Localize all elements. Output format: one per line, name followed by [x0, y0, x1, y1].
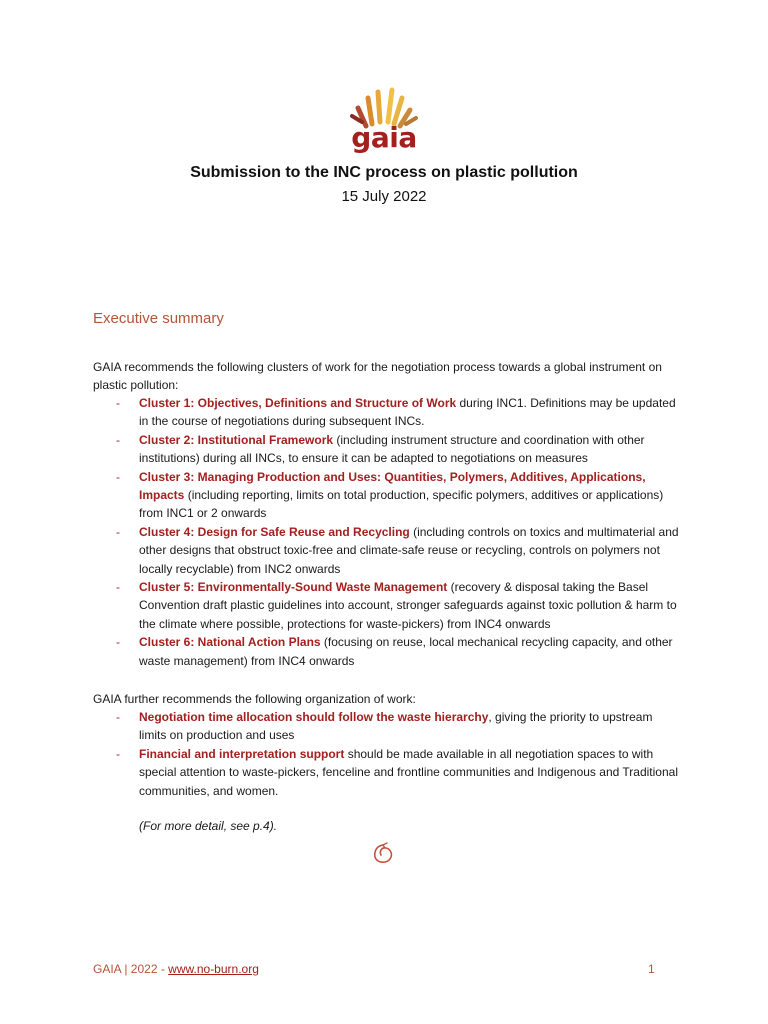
list-dash: - — [116, 469, 120, 484]
document-date: 15 July 2022 — [341, 188, 427, 205]
list-item — [93, 708, 683, 745]
cluster-title: Cluster 3: Managing Production and Uses: Quantities, Polymers, Additives, Applications, Impacts — [139, 469, 646, 503]
list-item — [93, 523, 683, 578]
cluster-title: Cluster 1: Objectives, Definitions and Structure of Work — [139, 396, 457, 410]
list-item — [93, 578, 683, 633]
list-item — [93, 633, 683, 670]
cluster-detail: (including instrument structure and coordination with other institutions) during all INCs, to ensure it can be adapted to negotiations on measures — [139, 432, 645, 466]
list-dash: - — [116, 524, 120, 539]
cluster-title: Cluster 2: Institutional Framework — [139, 432, 334, 447]
swirl-icon — [372, 842, 394, 866]
website-link[interactable]: www.no-burn.org — [168, 962, 259, 976]
list-dash: - — [116, 396, 120, 410]
section-heading: Executive summary — [93, 310, 224, 327]
footer-prefix: GAIA | 2022 - — [93, 962, 169, 976]
list-dash: - — [116, 635, 120, 650]
recommendation-detail: , giving the priority to upstream limits on production and uses — [139, 710, 653, 743]
list-item — [93, 468, 683, 523]
detail-note: (For more detail, see p.4). — [139, 819, 278, 833]
cluster-title: Cluster 6: National Action Plans — [139, 635, 321, 650]
list-item — [93, 745, 683, 800]
list-dash: - — [116, 432, 120, 447]
cluster-detail: during INC1. Definitions may be updated in the course of negotiations during subsequent INCs. — [139, 396, 676, 429]
logo-wordmark: gaia — [351, 121, 417, 154]
recommendation-list — [93, 708, 683, 800]
list-item — [93, 431, 683, 468]
cluster-title: Cluster 5: Environmentally-Sound Waste Management — [139, 580, 448, 595]
list-dash: - — [116, 710, 120, 724]
document-title: Submission to the INC process on plastic pollution — [190, 164, 578, 181]
cluster-title: Cluster 4: Design for Safe Reuse and Recycling — [139, 524, 410, 539]
cluster-detail: (including controls on toxics and multimaterial and other designs that obstruct toxic-free and climate-safe reuse or recycling, controls on polymers not locally recyclable) from INC2 onwards — [139, 524, 679, 576]
list-item — [93, 394, 683, 431]
recommendation-title: Negotiation time allocation should follow the waste hierarchy — [139, 710, 489, 724]
gaia-logo — [348, 86, 420, 158]
intro-paragraph: GAIA recommends the following clusters of work for the negotiation process towards a global instrument on plastic pollution: — [93, 360, 662, 393]
page-number: 1 — [648, 962, 655, 976]
cluster-detail: (including reporting, limits on total production, specific polymers, additives or applications) from INC1 or 2 onwards — [139, 488, 664, 521]
list-dash: - — [116, 580, 120, 595]
footer — [93, 962, 259, 976]
cluster-detail: (focusing on reuse, local mechanical recycling capacity, and other waste management) from INC4 onwards — [139, 635, 673, 668]
cluster-list — [93, 394, 683, 670]
recommendation-title: Financial and interpretation support — [139, 746, 345, 761]
organization-intro: GAIA further recommends the following organization of work: — [93, 692, 416, 706]
list-dash: - — [116, 746, 120, 761]
recommendation-detail: should be made available in all negotiation spaces to with special attention to waste-pickers, fenceline and frontline communities and Indigenous and Traditional communities, and women. — [139, 746, 678, 798]
cluster-detail: (recovery & disposal taking the Basel Convention draft plastic guidelines into account, stronger safeguards against toxic pollution & harm to the climate where possible, protections for waste-pickers) from INC4 onwards — [139, 580, 677, 631]
